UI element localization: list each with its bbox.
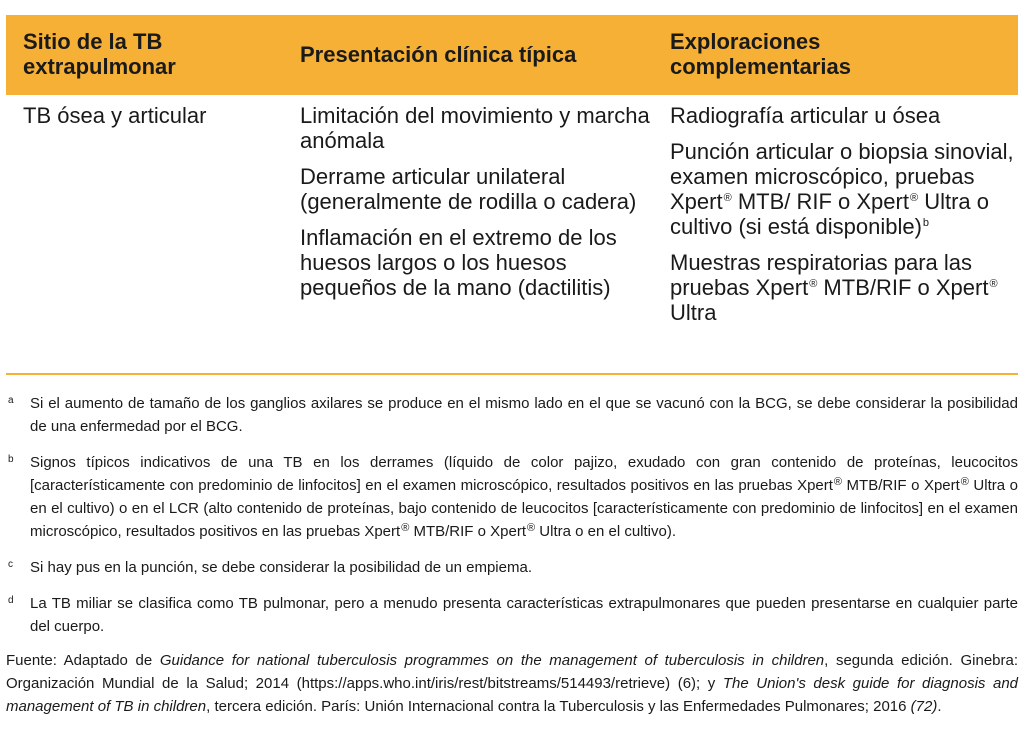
exam-text: Punción articular o biopsia sinovial, examen microscópico, pruebas Xpert (670, 139, 1014, 214)
exam-text: MTB/ RIF o Xpert (731, 189, 909, 214)
source-title: Guidance for national tuberculosis programmes on the management of tuberculosis in children (159, 652, 825, 669)
footnote-text: Ultra o en el cultivo). (535, 523, 676, 540)
presentation-item: Inflamación en el extremo de los huesos largos o los huesos pequeños de la mano (dactilitis) (300, 225, 617, 300)
registered-mark: ® (833, 476, 843, 488)
footnote-label: d (8, 595, 14, 606)
footnote (6, 592, 1018, 638)
registered-mark: ® (989, 278, 998, 290)
footnote-text: Ultra o en el cultivo) o en el LCR (alto contenido de proteínas, bajo contenido de leucocitos [característicamente con predominio de linfocitos] en el examen microscópico, resultados positivos en las pruebas Xpert (30, 477, 1018, 540)
source-text: , segunda edición. Ginebra: Organización Mundial de la Salud; 2014 (https://apps.who.int/iris/rest/bitstreams/514493/retrieve) (6); y (6, 652, 1019, 692)
footnote-label: a (8, 395, 14, 406)
footnote-text: Si el aumento de tamaño de los ganglios axilares se produce en el mismo lado en el que se vacunó con la BCG, se debe considerar la posibilidad de una enfermedad por el BCG. (30, 395, 1018, 435)
source-citation (6, 649, 1018, 718)
presentation-item: Derrame articular unilateral (generalmente de rodilla o cadera) (300, 164, 637, 214)
footnote-ref: b (922, 217, 930, 229)
registered-mark: ® (909, 192, 919, 204)
footnote-text: Si hay pus en la punción, se debe considerar la posibilidad de un empiema. (30, 559, 532, 576)
footnotes (6, 392, 1018, 718)
cell-presentation (300, 103, 650, 311)
exam-item (670, 250, 1015, 325)
exam-text: MTB/RIF o Xpert (817, 275, 989, 300)
source-text: . (937, 698, 942, 715)
registered-mark: ® (960, 476, 969, 488)
registered-mark: ® (527, 522, 536, 534)
registered-mark: ® (809, 278, 818, 290)
registered-mark: ® (723, 192, 732, 204)
source-text: , tercera edición. París: Unión Internacional contra la Tuberculosis y las Enfermedades Pulmonares; 2016 (206, 698, 911, 715)
presentation-item: Limitación del movimiento y marcha anómala (300, 103, 650, 153)
source-ref: (72) (910, 698, 938, 715)
header-presentation: Presentación clínica típica (300, 42, 577, 67)
header-exams: Exploraciones complementarias (670, 29, 851, 79)
footnote-label: b (8, 454, 14, 465)
footnote (6, 451, 1018, 543)
footnote-label: c (8, 559, 13, 570)
footnote-text: MTB/RIF o Xpert (409, 523, 526, 540)
tb-table (6, 15, 1018, 375)
footnote-text: MTB/RIF o Xpert (842, 477, 960, 494)
cell-exams (670, 103, 1015, 336)
exam-text: Ultra (670, 300, 717, 325)
exam-item (670, 139, 1015, 239)
exam-item (670, 103, 1015, 128)
cell-site: TB ósea y articular (23, 103, 207, 128)
exam-text: Ultra o cultivo (si está disponible) (670, 189, 989, 239)
exam-text: Radiografía articular u ósea (670, 103, 941, 128)
table-row (6, 95, 1018, 375)
footnote (6, 392, 1018, 438)
footnote-text: Signos típicos indicativos de una TB en los derrames (líquido de color pajizo, exudado con gran contenido de proteínas, leucocitos [característicamente con predominio de linfocitos] en el examen microscópico, resultados positivos en las pruebas Xpert (30, 454, 1018, 494)
header-site: Sitio de la TB extrapulmonar (23, 29, 176, 79)
registered-mark: ® (401, 522, 410, 534)
source-title: The Union's desk guide for diagnosis and management of TB in children (6, 675, 1019, 715)
exam-text: Muestras respiratorias para las pruebas Xpert (670, 250, 973, 300)
footnote (6, 556, 1018, 579)
footnote-text: La TB miliar se clasifica como TB pulmonar, pero a menudo presenta características extrapulmonares que pueden presentarse en cualquier parte del cuerpo. (30, 595, 1018, 635)
source-text: Fuente: Adaptado de (6, 652, 160, 669)
table-header (6, 15, 1018, 95)
